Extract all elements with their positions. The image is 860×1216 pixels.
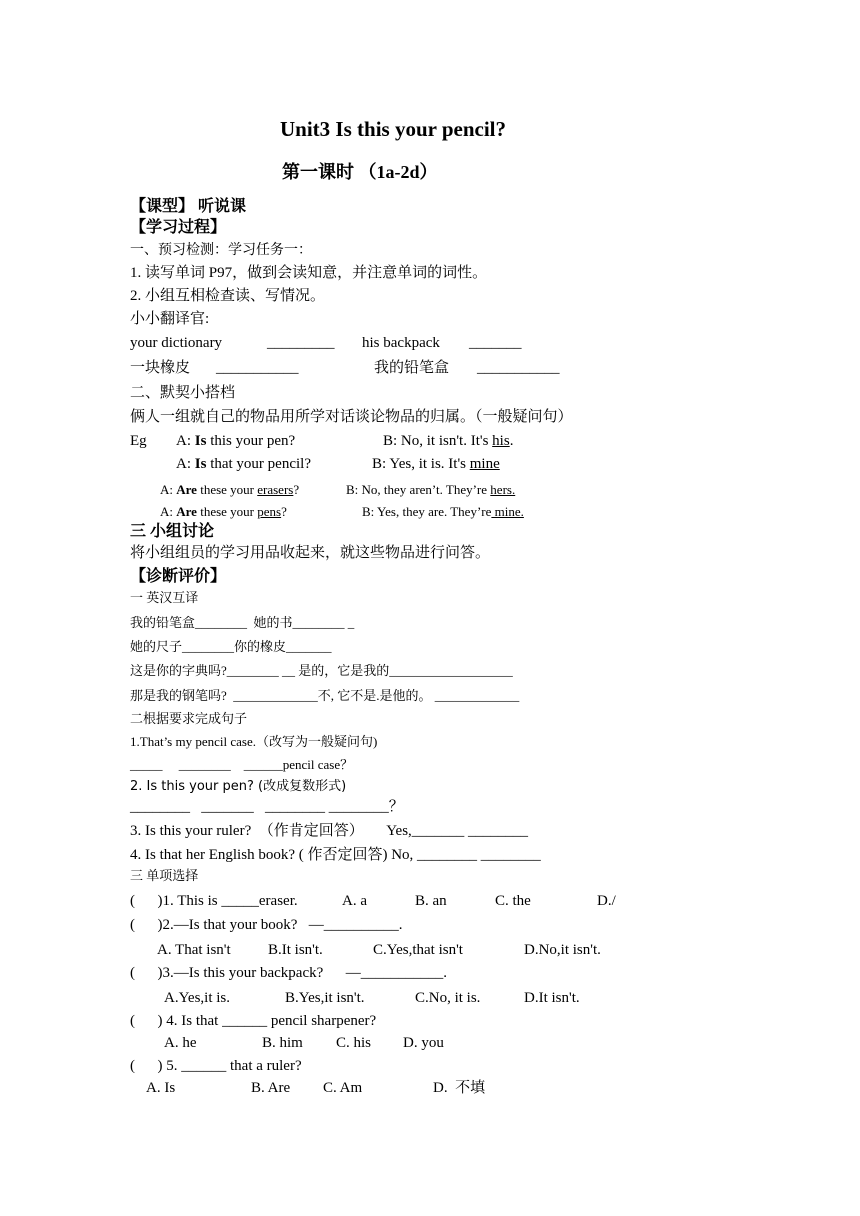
mc-4-option-a: A. he [164, 1035, 197, 1051]
dialog-2-question: A: Is that your pencil? [176, 456, 311, 472]
mc-2-option-d: D.No,it isn't. [524, 942, 601, 958]
mc-3-question: ( )3.—Is this your backpack? —___________. [130, 965, 448, 981]
eval2-q2-blank: ________ _______ ________ ________？ [130, 799, 404, 815]
lesson-type: 【课型】 听说课 [130, 198, 247, 215]
eval2-q3: 3. Is this your ruler? （作肯定回答） Yes,_______ ________ [130, 823, 529, 839]
page-subtitle: 第一课时 （1a-2d） [282, 162, 438, 182]
eval2-q4: 4. Is that her English book? ( 作否定回答) No, ________ ________ [130, 847, 541, 863]
part2-instruction: 俩人一组就自己的物品用所学对话谈论物品的归属。（一般疑问句） [130, 409, 573, 425]
page-title: Unit3 Is this your pencil? [280, 117, 506, 141]
mc-5-option-c: C. Am [323, 1080, 363, 1096]
dialog-3-question: A: Are these your erasers? [160, 482, 300, 497]
mc-3-option-a: A.Yes,it is. [164, 990, 230, 1006]
vocab-a-blank: _________ [267, 335, 335, 351]
dialog-3-answer: B: No, they aren’t. They’re hers. [346, 482, 516, 497]
vocab-b: his backpack [362, 335, 440, 351]
vocab-c: 一块橡皮 [130, 360, 191, 376]
eval2-q2: 2. Is this your pen? (改成复数形式) [130, 779, 347, 794]
mc-5-option-a: A. Is [146, 1080, 176, 1096]
mc-2-option-c: C.Yes,that isn't [373, 942, 463, 958]
mc-3-option-c: C.No, it is. [415, 990, 481, 1006]
dialog-1-answer: B: No, it isn't. It's his. [383, 433, 514, 449]
mc-5-option-d: D. 不填 [433, 1080, 486, 1096]
vocab-d-blank: ___________ [477, 360, 560, 376]
mc-1-option-d: D./ [597, 893, 616, 909]
eval2-q1: 1.That’s my pencil case.（改写为一般疑问句) [130, 734, 378, 749]
process-heading: 【学习过程】 [130, 219, 227, 236]
part2-heading: 二、默契小搭档 [130, 385, 236, 401]
eval2-q1-blank: _____ ________ ______pencil case？ [130, 757, 354, 772]
vocab-b-blank: _______ [469, 335, 522, 351]
mc-5-option-b: B. Are [251, 1080, 291, 1096]
mc-3-option-b: B.Yes,it isn't. [285, 990, 365, 1006]
part1-item1: 1. 读写单词 P97，做到会读知意，并注意单词的词性。 [130, 265, 488, 281]
vocab-c-blank: ___________ [216, 360, 299, 376]
mc-4-option-c: C. his [336, 1035, 372, 1051]
mc-5-question: ( ) 5. ______ that a ruler? [130, 1058, 302, 1074]
part3-text: 将小组组员的学习用品收起来，就这些物品进行问答。 [130, 545, 491, 561]
eval1-line-4: 那是我的钢笔吗? _____________不, 它不是.是他的。 _____________ [130, 688, 520, 703]
vocab-d: 我的铅笔盒 [374, 360, 450, 376]
eval-heading: 【诊断评价】 [130, 568, 227, 585]
eval1-line-3: 这是你的字典吗?________ __ 是的，它是我的___________________ [130, 663, 513, 678]
mc-4-option-d: D. you [403, 1035, 444, 1051]
mc-3-option-d: D.It isn't. [524, 990, 580, 1006]
dialog-4-answer: B: Yes, they are. They’re mine. [362, 504, 524, 519]
eval1-line-1: 我的铅笔盒________ 她的书________ _ [130, 615, 355, 630]
mc-1-option-a: A. a [342, 893, 367, 909]
part1-heading: 一、预习检测：学习任务一： [130, 243, 312, 258]
dialog-2-answer: B: Yes, it is. It's mine [372, 456, 500, 472]
dialog-1-question: A: Is this your pen? [176, 433, 296, 449]
part1-item2: 2. 小组互相检查读、写情况。 [130, 288, 326, 304]
eval1-line-2: 她的尺子________你的橡皮_______ [130, 639, 332, 654]
mc-2-option-b: B.It isn't. [268, 942, 323, 958]
translator-label: 小小翻译官: [130, 311, 210, 327]
eval2-heading: 二根据要求完成句子 [130, 711, 248, 726]
mc-2-question: ( )2.—Is that your book? —__________. [130, 917, 403, 933]
dialog-4-question: A: Are these your pens? [160, 504, 287, 519]
mc-1-option-b: B. an [415, 893, 447, 909]
mc-4-question: ( ) 4. Is that ______ pencil sharpener? [130, 1013, 377, 1029]
part3-heading: 三 小组讨论 [130, 523, 215, 540]
eval1-heading: 一 英汉互译 [130, 590, 199, 605]
mc-1-question: ( )1. This is _____eraser. [130, 893, 298, 909]
mc-2-option-a: A. That isn't [157, 942, 231, 958]
mc-1-option-c: C. the [495, 893, 531, 909]
vocab-a: your dictionary [130, 335, 223, 351]
eg-label: Eg [130, 433, 147, 449]
mc-4-option-b: B. him [262, 1035, 303, 1051]
eval3-heading: 三 单项选择 [130, 868, 199, 883]
